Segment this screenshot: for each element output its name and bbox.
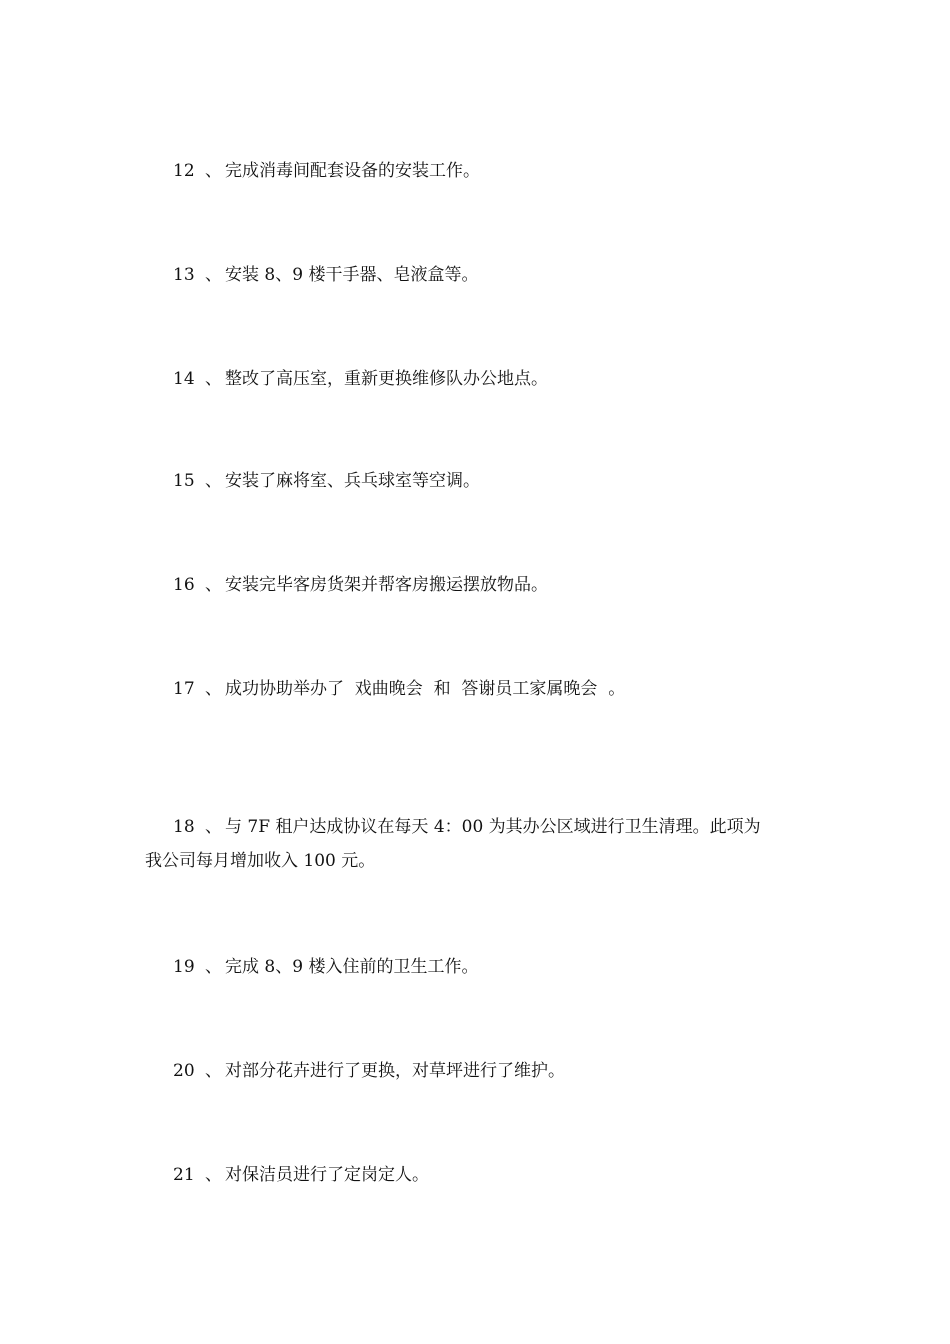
item-number: 17 [173, 679, 195, 699]
list-item-14 [145, 362, 810, 396]
item-text: 对部分花卉进行了更换，对草坪进行了维护。 [225, 1061, 565, 1081]
item-separator: 、 [205, 575, 222, 595]
list-item-15 [145, 464, 810, 498]
item-text: 整改了高压室，重新更换维修队办公地点。 [225, 369, 548, 389]
item-text-continued: 我公司每月增加收入 100 元。 [145, 851, 376, 871]
item-text: 成功协助举办了 戏曲晚会 和 答谢员工家属晚会 。 [225, 679, 626, 699]
item-number: 12 [173, 161, 195, 181]
item-text: 安装了麻将室、兵乓球室等空调。 [225, 471, 480, 491]
list-item-12 [145, 154, 810, 188]
item-text: 对保洁员进行了定岗定人。 [225, 1165, 429, 1185]
item-number: 21 [173, 1165, 195, 1185]
item-separator: 、 [205, 679, 222, 699]
list-item-20 [145, 1054, 810, 1088]
item-text: 完成 8、9 楼入住前的卫生工作。 [225, 957, 479, 977]
item-separator: 、 [205, 161, 222, 181]
list-item-18 [145, 810, 810, 878]
item-text: 安装 8、9 楼干手器、皂液盒等。 [225, 265, 479, 285]
item-separator: 、 [205, 817, 222, 837]
item-separator: 、 [205, 265, 222, 285]
item-number: 18 [173, 817, 195, 837]
item-separator: 、 [205, 1061, 222, 1081]
list-item-19 [145, 950, 810, 984]
item-number: 13 [173, 265, 195, 285]
item-number: 19 [173, 957, 195, 977]
item-number: 14 [173, 369, 195, 389]
item-separator: 、 [205, 369, 222, 389]
item-separator: 、 [205, 1165, 222, 1185]
item-text: 安装完毕客房货架并帮客房搬运摆放物品。 [225, 575, 548, 595]
item-separator: 、 [205, 957, 222, 977]
item-separator: 、 [205, 471, 222, 491]
list-item-21 [145, 1158, 810, 1192]
item-text: 与 7F 租户达成协议在每天 4：00 为其办公区域进行卫生清理。此项为 [225, 817, 761, 837]
item-number: 16 [173, 575, 195, 595]
item-number: 20 [173, 1061, 195, 1081]
list-item-13 [145, 258, 810, 292]
item-text: 完成消毒间配套设备的安装工作。 [225, 161, 480, 181]
list-item-16 [145, 568, 810, 602]
item-number: 15 [173, 471, 195, 491]
list-item-17 [145, 672, 810, 706]
